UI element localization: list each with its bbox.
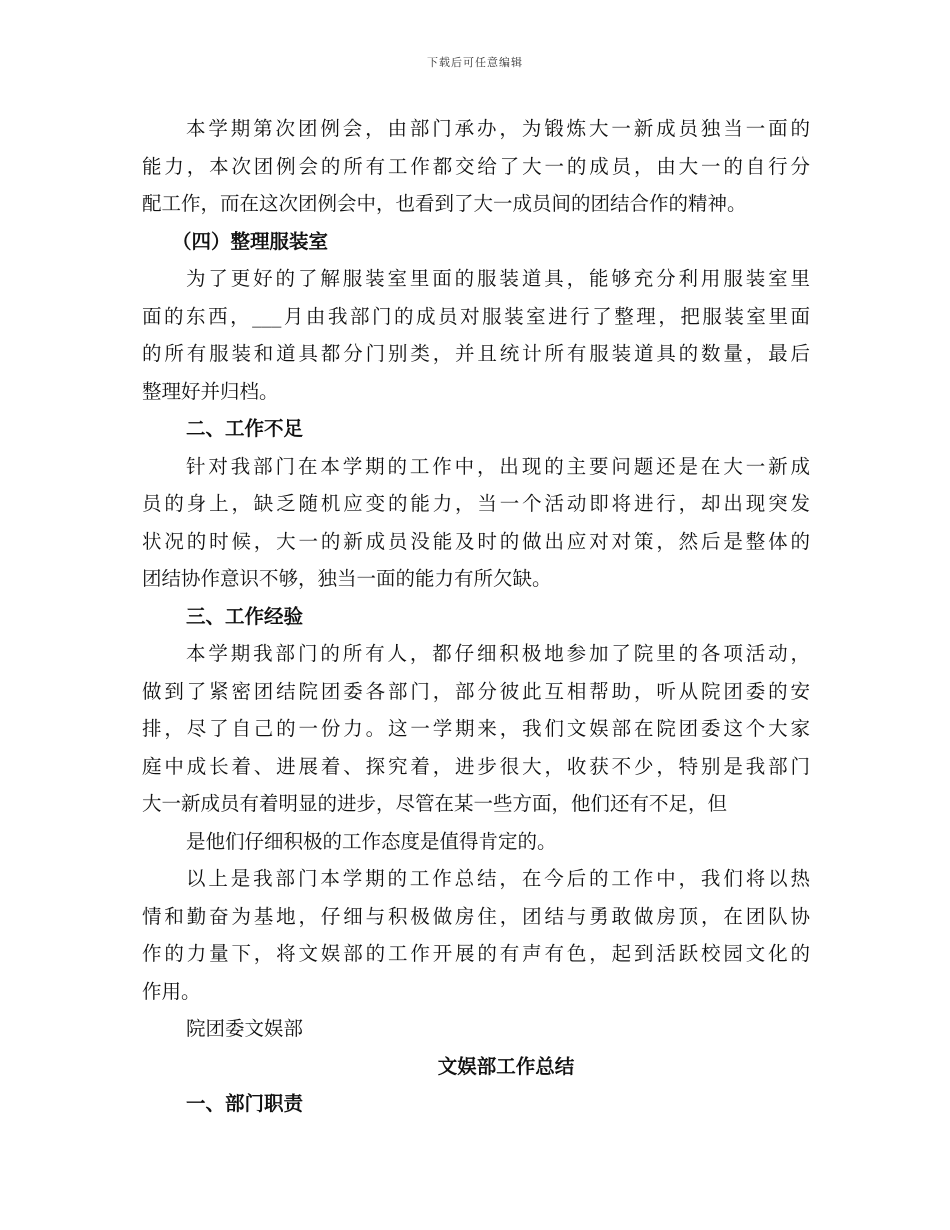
document-body bbox=[142, 110, 810, 1123]
paragraph-line: 本学期第次团例会，由部门承办，为锻炼大一新成员独当一面的 bbox=[186, 117, 810, 140]
paragraph-line: 员的身上，缺乏随机应变的能力，当一个活动即将进行，却出现突发 bbox=[142, 492, 810, 515]
paragraph-line: 的所有服装和道具都分门别类，并且统计所有服装道具的数量，最后 bbox=[142, 342, 810, 365]
section-heading: 二、工作不足 bbox=[186, 417, 304, 440]
paragraph-line: 面的东西，___月由我部门的成员对服装室进行了整理，把服装室里面 bbox=[142, 304, 810, 328]
paragraph-line: 庭中成长着、进展着、探究着，进步很大，收获不少，特别是我部门 bbox=[142, 754, 810, 778]
paragraph-line: 状况的时候，大一的新成员没能及时的做出应对对策，然后是整体的 bbox=[142, 529, 810, 553]
paragraph-line: 是他们仔细积极的工作态度是值得肯定的。 bbox=[186, 829, 557, 853]
paragraph-line: 团结协作意识不够，独当一面的能力有所欠缺。 bbox=[142, 567, 552, 590]
signature-line: 院团委文娱部 bbox=[186, 1017, 304, 1040]
paragraph-line: 排，尽了自己的一份力。这一学期来，我们文娱部在院团委这个大家 bbox=[142, 717, 810, 740]
paragraph-line: 针对我部门在本学期的工作中，出现的主要问题还是在大一新成 bbox=[186, 454, 810, 478]
paragraph-line: 能力，本次团例会的所有工作都交给了大一的成员，由大一的自行分 bbox=[142, 154, 810, 178]
paragraph-line: 为了更好的了解服装室里面的服装道具，能够充分利用服装室里 bbox=[186, 267, 810, 290]
paragraph-line: 情和勤奋为基地，仔细与积极做房住，团结与勇敢做房顶，在团队协 bbox=[142, 904, 810, 928]
paragraph-line: 大一新成员有着明显的进步，尽管在某一些方面，他们还有不足，但 bbox=[142, 792, 728, 815]
paragraph-line: 以上是我部门本学期的工作总结，在今后的工作中，我们将以热 bbox=[186, 867, 810, 890]
paragraph-line: 配工作，而在这次团例会中，也看到了大一成员间的团结合作的精神。 bbox=[142, 192, 747, 215]
paragraph-line: 做到了紧密团结院团委各部门，部分彼此互相帮助，听从院团委的安 bbox=[142, 679, 810, 703]
paragraph-line: 本学期我部门的所有人，都仔细积极地参加了院里的各项活动， bbox=[186, 642, 810, 665]
section-heading: 三、工作经验 bbox=[186, 604, 304, 628]
paragraph-line: 作的力量下，将文娱部的工作开展的有声有色，起到活跃校园文化的 bbox=[142, 942, 810, 965]
section-heading: 一、部门职责 bbox=[186, 1092, 304, 1115]
document-title: 文娱部工作总结 bbox=[437, 1054, 575, 1078]
paragraph-line: 作用。 bbox=[142, 979, 201, 1003]
paragraph-line: 整理好并归档。 bbox=[142, 379, 279, 403]
section-heading: （四）整理服装室 bbox=[172, 229, 329, 253]
page-header: 下载后可任意编辑 bbox=[427, 56, 523, 69]
